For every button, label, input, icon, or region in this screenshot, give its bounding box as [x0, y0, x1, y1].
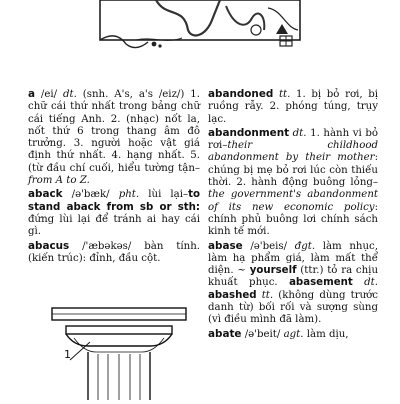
body3-abandonment: : chính phủ buông lơi chính sách kinh tế mới. — [208, 201, 378, 238]
left-column — [28, 88, 200, 266]
body-abate: làm dịu, — [303, 328, 349, 340]
entry-abate — [208, 328, 378, 341]
entry-abase — [208, 240, 378, 327]
entry-a — [28, 88, 200, 187]
body3-abase: (không dùng trước danh từ) bối rối và sượng sùng (vì điều mình đã làm). — [208, 289, 379, 326]
headword-abacus: abacus — [28, 239, 70, 252]
example2-abandonment: the government's abandonment of its new economic policy — [208, 189, 378, 213]
figure-label: 1 — [64, 348, 71, 361]
pron-aback: /ə'bæk/ — [62, 189, 119, 201]
ornamental-letter-aa-icon — [96, 0, 304, 52]
entry-abandoned — [208, 88, 378, 126]
pos-abandoned: tt. — [273, 89, 291, 100]
example-a: from A to Z. — [28, 175, 90, 187]
body-aback: lùi lại– — [139, 189, 189, 201]
entry-abacus — [28, 240, 200, 266]
phrase-aback: to stand aback from sb or sth: — [28, 189, 200, 213]
headword-abandoned: abandoned — [208, 88, 274, 100]
pron-a: /ei/ — [35, 89, 64, 100]
example1-abandonment: their childhood abandonment by their mother — [208, 140, 378, 164]
headword-aback: aback — [28, 188, 63, 201]
pron-abase: /ə'beis/ — [242, 240, 295, 252]
pos-aback: pht. — [118, 189, 140, 201]
entry-abandonment — [208, 127, 378, 239]
body1-abase: làm nhục, làm hạ phẩm giá, làm mất thể diện. ~ — [208, 240, 378, 277]
phrase-abase: yourself — [249, 265, 297, 277]
entry-aback — [28, 188, 200, 238]
pron-abacus: /'æbəkəs/ — [69, 240, 145, 252]
right-column — [208, 88, 378, 342]
column-capital-illustration — [44, 302, 194, 400]
tail-aback: đứng lùi lại để tránh ai hay cái gì. — [28, 213, 200, 238]
pos-abashed: tt. — [256, 289, 274, 301]
subhead-abashed: abashed — [208, 289, 257, 301]
headword-abase: abase — [208, 239, 243, 252]
body-a: (snh. A's, a's /eiz/) 1. chữ cái thứ nhất trong bảng chữ cái tiếng Anh. 2. (nhạc) nốt la, nốt thứ 6 trong thang âm đô trưởng. 3. người hoặc vật giá định thứ nhất. 4. hạng nhất. 5. (từ đầu chí cuối, hiểu tường tận– — [28, 89, 200, 174]
pos-abandonment: dt. — [289, 127, 307, 139]
headword-abandonment: abandonment — [208, 126, 290, 139]
body2-abandonment: : chúng bị mẹ bỏ rơi lúc còn thiếu thời. 2. hành động buông lỏng– — [208, 152, 378, 189]
pos-abasement: dt. — [352, 277, 379, 289]
headword-a: a — [28, 88, 36, 100]
pos-a: dt. — [63, 89, 77, 100]
headword-abate: abate — [208, 327, 242, 340]
body-abandoned: 1. bị bỏ rơi, bị ruồng rẫy. 2. phóng túng, trụy lạc. — [208, 89, 378, 125]
body1-abandonment: 1. hành vi bỏ rơi– — [208, 127, 378, 152]
body2-abase: (ttr.) tỏ ra chịu khuất phục. — [208, 265, 379, 289]
body-abacus: bàn tính. (kiến trúc): đỉnh, đầu cột. — [28, 240, 201, 264]
pos-abase: đgt. — [294, 240, 316, 252]
pos-abate: agt. — [283, 328, 304, 340]
subhead-abasement: abasement — [289, 277, 353, 289]
pron-abate: /ə'beit/ — [241, 328, 284, 340]
